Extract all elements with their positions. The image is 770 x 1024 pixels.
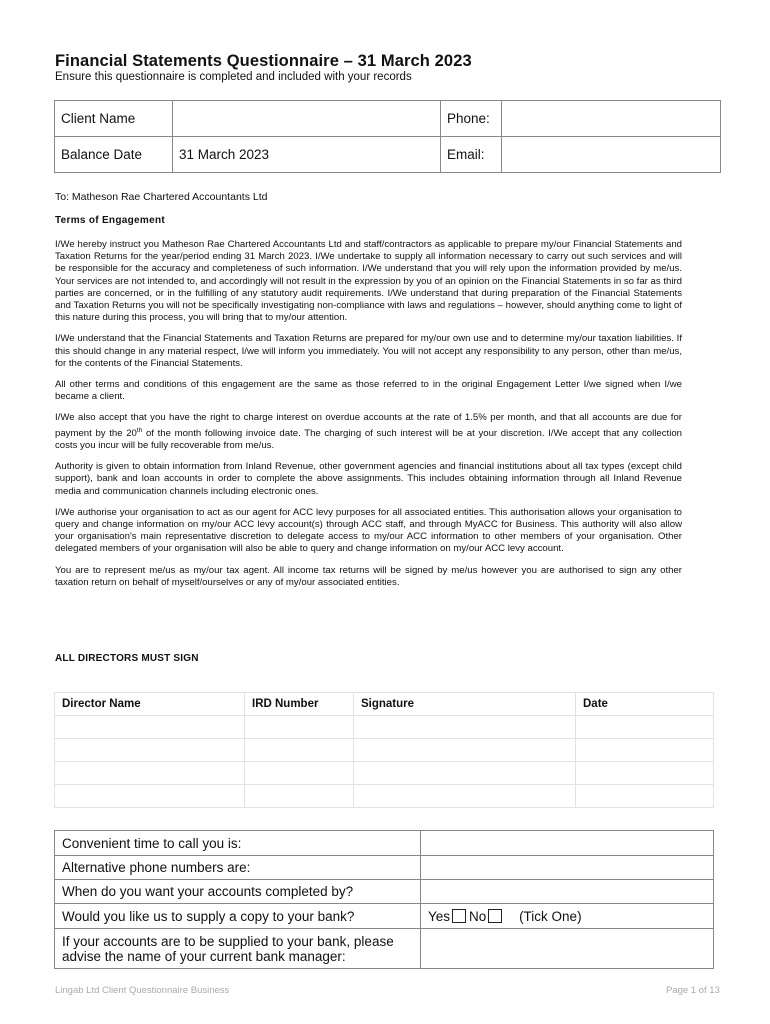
date-cell[interactable]: [576, 716, 714, 739]
interest-sup: th: [136, 426, 143, 434]
table-row: [55, 785, 714, 808]
no-checkbox[interactable]: [488, 909, 502, 923]
ird-number-cell[interactable]: [245, 762, 354, 785]
answer-bank-manager[interactable]: [421, 929, 714, 969]
signature-cell[interactable]: [354, 785, 576, 808]
paragraph-interest: [55, 412, 682, 452]
table-row: [55, 762, 714, 785]
yes-label: Yes: [428, 908, 451, 924]
paragraph-acc: I/We authorise your organisation to act as our agent for ACC levy purposes for all associated entities. This authorisation allows your organisation to query and change information on my/our ACC levy account(s) through ACC staff, and through MyACC for Business. This authority will also allow your organisation's main representative discretion to delegate access to my/our ACC information to other members of your organisation. Other delegated members of your organisation will also be able to query and change information on my/our ACC levy account.: [55, 506, 682, 555]
answer-alt-phone[interactable]: [421, 856, 714, 880]
client-name-row: [55, 101, 721, 137]
question-completion-date: When do you want your accounts completed by?: [55, 880, 421, 904]
paragraph-tax-agent: You are to represent me/us as my/our tax agent. All income tax returns will be signed by me/us however you are authorised to sign any other taxation return on behalf of myself/ourselves or any of my/our associated entities.: [55, 564, 682, 588]
paragraph-use: I/We understand that the Financial Statements and Taxation Returns are prepared for my/our own use and to determine my/our taxation liabilities. If this should change in any material respect, I/we will inform you immediately. You will not accept any responsibility to any person, other than me/us, for the contents of the Financial Statements.: [55, 333, 682, 369]
answer-bank-copy: [421, 904, 714, 929]
col-director-name: Director Name: [55, 693, 245, 716]
answer-call-time[interactable]: [421, 831, 714, 856]
answer-completion-date[interactable]: [421, 880, 714, 904]
page-number: Page 1 of 13: [666, 985, 720, 996]
paragraph-instruction: I/We hereby instruct you Matheson Rae Chartered Accountants Ltd and staff/contractors as applicable to prepare my/our Financial Statements and Taxation Returns for the year/period ending 31 March 2023. I/We undertake to supply all information necessary to carry out such services and will be responsible for the accuracy and completeness of such information. I/We understand that you will rely upon the information provided by me/us. Your services are not intended to, and accordingly will not result in the expression by you of an opinion on the Financial Statements in so far as third parties are concerned, or in the fulfilling of any statutory audit requirements. I/We understand that during preparation of the Financial Statements and Taxation Returns you will not be specifically investigating non-compliance with laws and regulations – however, should anything come to light of this nature during this process, you will bring that to my/our attention.: [55, 239, 682, 324]
question-row: [55, 929, 714, 969]
balance-date-label: Balance Date: [55, 137, 173, 173]
question-row: [55, 856, 714, 880]
question-row: [55, 831, 714, 856]
ird-number-cell[interactable]: [245, 716, 354, 739]
email-label: Email:: [441, 137, 502, 173]
signature-cell[interactable]: [354, 739, 576, 762]
ird-number-cell[interactable]: [245, 785, 354, 808]
date-cell[interactable]: [576, 785, 714, 808]
page-subtitle: Ensure this questionnaire is completed and included with your records: [55, 71, 412, 83]
ird-number-cell[interactable]: [245, 739, 354, 762]
client-info-table: [54, 100, 721, 173]
table-row: [55, 716, 714, 739]
director-name-cell[interactable]: [55, 762, 245, 785]
balance-date-row: [55, 137, 721, 173]
question-bank-manager: If your accounts are to be supplied to your bank, please advise the name of your current bank manager:: [55, 929, 421, 969]
directors-header-row: [55, 693, 714, 716]
table-row: [55, 739, 714, 762]
interest-text-1: I/We also accept that you have the right to charge interest on overdue accounts at the rate of 1.5% per month, and that all accounts are due for payment by the 20: [55, 412, 682, 439]
phone-label: Phone:: [441, 101, 502, 137]
balance-date-field[interactable]: 31 March 2023: [173, 137, 441, 173]
terms-heading: Terms of Engagement: [55, 215, 165, 226]
client-name-label: Client Name: [55, 101, 173, 137]
date-cell[interactable]: [576, 762, 714, 785]
footer-left: Lingab Ltd Client Questionnaire Business: [55, 985, 230, 996]
question-row: [55, 880, 714, 904]
no-label: No: [469, 908, 487, 924]
questions-table: [54, 830, 714, 969]
director-name-cell[interactable]: [55, 785, 245, 808]
director-name-cell[interactable]: [55, 716, 245, 739]
paragraph-authority: Authority is given to obtain information from Inland Revenue, other government agencies and financial institutions about all tax types (except child support), bank and loan accounts in order to complete the above assignments. This includes obtaining information through all Inland Revenue media and communication channels including electronic ones.: [55, 461, 682, 497]
col-date: Date: [576, 693, 714, 716]
addressee-line: To: Matheson Rae Chartered Accountants Ltd: [55, 191, 268, 203]
interest-text-2: of the month following invoice date. The charging of such interest will be at your discretion. I/We accept that any collection costs you incur will be fully recoverable from me/us.: [55, 427, 682, 452]
email-field[interactable]: [502, 137, 721, 173]
question-bank-copy: Would you like us to supply a copy to your bank?: [55, 904, 421, 929]
signature-cell[interactable]: [354, 762, 576, 785]
directors-table: [54, 692, 714, 808]
question-alt-phone: Alternative phone numbers are:: [55, 856, 421, 880]
signature-cell[interactable]: [354, 716, 576, 739]
question-row: [55, 904, 714, 929]
page-title: Financial Statements Questionnaire – 31 March 2023: [55, 52, 472, 70]
tick-one-hint: (Tick One): [519, 908, 582, 924]
phone-field[interactable]: [502, 101, 721, 137]
client-name-field[interactable]: [173, 101, 441, 137]
question-call-time: Convenient time to call you is:: [55, 831, 421, 856]
directors-heading: ALL DIRECTORS MUST SIGN: [55, 653, 199, 664]
yes-checkbox[interactable]: [452, 909, 466, 923]
terms-body: [55, 239, 682, 598]
col-ird-number: IRD Number: [245, 693, 354, 716]
paragraph-other-terms: All other terms and conditions of this engagement are the same as those referred to in the original Engagement Letter I/we signed when I/we became a client.: [55, 379, 682, 403]
director-name-cell[interactable]: [55, 739, 245, 762]
col-signature: Signature: [354, 693, 576, 716]
date-cell[interactable]: [576, 739, 714, 762]
